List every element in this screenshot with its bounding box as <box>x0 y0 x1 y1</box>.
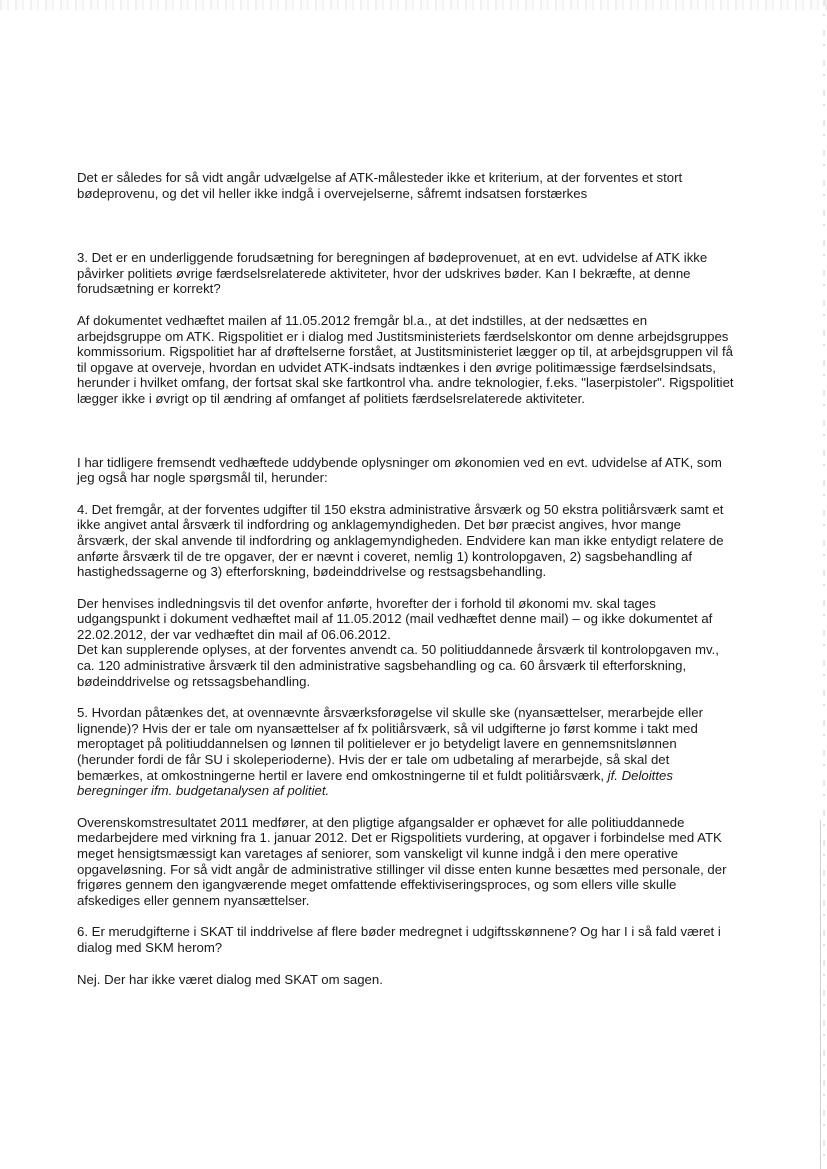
text-line: til opgave at overveje, hvordan en udvidet ATK-indsats indtænkes i den øvrige politimæssige færdselsindsats, <box>77 359 716 375</box>
question-4 <box>77 502 777 580</box>
document-body <box>77 170 777 987</box>
text-line: udgangspunkt i dokument vedhæftet mail af 11.05.2012 (mail vedhæftet denne mail) – og ikke dokumentet af <box>77 611 713 627</box>
text-line: 3. Det er en underliggende forudsætning for beregningen af bødeprovenuet, at en evt. udvidelse af ATK ikke <box>77 250 708 266</box>
text-line: ikke angivet antal årsværk til indfordring og anklagemyndigheden. Det bør præcist angives, hvor mange <box>77 517 682 533</box>
text-line: bødeprovenu, og det vil heller ikke indgå i overvejelserne, såfremt indsatsen forstærkes <box>77 185 588 201</box>
answer-3 <box>77 313 777 407</box>
text-line: kommissorium. Rigspolitiet har af drøftelserne forstået, at Justitsministeriet lægger op til, at arbejdsgruppen vil få <box>77 344 733 360</box>
answer-4 <box>77 596 777 690</box>
text-line: ca. 120 administrative årsværk til den administrative sagsbehandling og ca. 60 årsværk til efterforskning, <box>77 658 687 674</box>
italic-reference: jf. Deloittes <box>604 767 673 783</box>
text-line: Nej. Der har ikke været dialog med SKAT om sagen. <box>77 971 383 987</box>
question-6 <box>77 924 777 955</box>
text-line: årsværk, der skal anvende til indfordring og anklagemyndigheden. Endvidere kan man ikke entydigt relatere de <box>77 532 724 548</box>
text-line-italic <box>77 783 777 799</box>
italic-reference: beregninger ifm. budgetanalysen af politiet. <box>77 783 330 799</box>
text-line: meroptaget på politiuddannelsen og lønnen til politielever er jo betydeligt lavere en gennemsnitslønnen <box>77 736 677 752</box>
text-line: bødeinddrivelse og retssagsbehandling. <box>77 673 311 689</box>
text-line: dialog med SKM herom? <box>77 939 223 955</box>
text-line: I har tidligere fremsendt vedhæftede uddybende oplysninger om økonomien ved en evt. udvidelse af ATK, som <box>77 454 722 470</box>
scan-edge-right-inner <box>820 820 821 1169</box>
text-line: anførte årsværk til de tre opgaver, der er nævnt i coveret, nemlig 1) kontrolopgaven, 2) sagsbehandling af <box>77 548 693 564</box>
text-line: Det er således for så vidt angår udvælgelse af ATK-målesteder ikke et kriterium, at der forventes et stort <box>77 170 683 185</box>
text-line: hastighedssagerne og 3) efterforskning, bødeinddrivelse og restsagsbehandling. <box>77 564 547 580</box>
text-segment: bemærkes, at omkostningerne hertil er lavere end omkostningerne til et fuldt politiårsværk, <box>77 767 605 783</box>
text-line: meget hensigtsmæssigt kan varetages af seniorer, som vanskeligt vil kunne indgå i den mere operative <box>77 846 679 861</box>
text-line: herunder i hvilket omfang, der fortsat skal ske fartkontrol vha. andre teknologier, f.eks. "laserpistoler". Rigspolitiet <box>77 375 734 391</box>
text-line: 4. Det fremgår, at der forventes udgifter til 150 ekstra administrative årsværk og 50 ekstra politiårsværk samt et <box>77 501 724 517</box>
answer-5 <box>77 815 777 909</box>
text-line: afskediges eller gennem nyansættelser. <box>77 892 310 908</box>
answer-6 <box>77 972 777 988</box>
text-line: medarbejdere med virkning fra 1. januar 2012. Det er Rigspolitiets vurdering, at opgaver i forbindelse med ATK <box>77 830 722 846</box>
text-line: Det kan supplerende oplyses, at der forventes anvendt ca. 50 politiuddannede årsværk til kontrolopgaven mv., <box>77 642 719 658</box>
text-line: (herunder fordi de får SU i skoleperioderne). Hvis der er tale om udbetaling af merarbejde, så skal det <box>77 752 670 768</box>
text-line: 6. Er merudgifterne i SKAT til inddrivelse af flere bøder medregnet i udgiftsskønnene? Og har I i så fald været i <box>77 924 721 940</box>
question-5 <box>77 705 777 799</box>
text-line: opgaveløsning. For så vidt angår de administrative stillinger vil disse enten kunne besættes med personale, der <box>77 861 727 877</box>
text-line: lignende)? Hvis der er tale om nyansættelser af fx politiårsværk, så vil udgifterne jo først komme i takt med <box>77 720 698 736</box>
text-line: 22.02.2012, der var vedhæftet din mail af 06.06.2012. <box>77 626 391 642</box>
text-line: Der henvises indledningsvis til det ovenfor anførte, hvorefter der i forhold til økonomi mv. skal tages <box>77 595 656 611</box>
scan-edge-right <box>823 0 825 1169</box>
text-line: jeg også har nogle spørgsmål til, herunder: <box>77 470 328 486</box>
text-line: arbejdsgruppe om ATK. Rigspolitiet er i dialog med Justitsministeriets færdselskontor om denne arbejdsgruppes <box>77 328 729 344</box>
text-line: påvirker politiets øvrige færdselsrelaterede aktiviteter, hvor der udskrives bøder. Kan I bekræfte, at denne <box>77 265 691 281</box>
paragraph-criterion <box>77 170 777 201</box>
text-line: 5. Hvordan påtænkes det, at ovennævnte årsværksforøgelse vil skulle ske (nyansættelser, merarbejde eller <box>77 705 703 721</box>
text-line: Af dokumentet vedhæftet mailen af 11.05.2012 fremgår bl.a., at det indstilles, at der nedsættes en <box>77 312 648 328</box>
text-line <box>77 768 777 784</box>
question-3 <box>77 250 777 297</box>
intro-economy <box>77 455 777 486</box>
text-line: frigøres gennem den igangværende meget omfattende effektiviseringsproces, og som ellers ville skulle <box>77 877 677 893</box>
text-line: lægger ikke i øvrigt op til ændring af omfanget af politiets færdselsrelaterede aktiviteter. <box>77 390 585 406</box>
text-line: Overenskomstresultatet 2011 medfører, at den pligtige afgangsalder er ophævet for alle politiuddannede <box>77 814 685 830</box>
scan-edge-top <box>0 0 827 10</box>
text-line: forudsætning er korrekt? <box>77 281 221 297</box>
